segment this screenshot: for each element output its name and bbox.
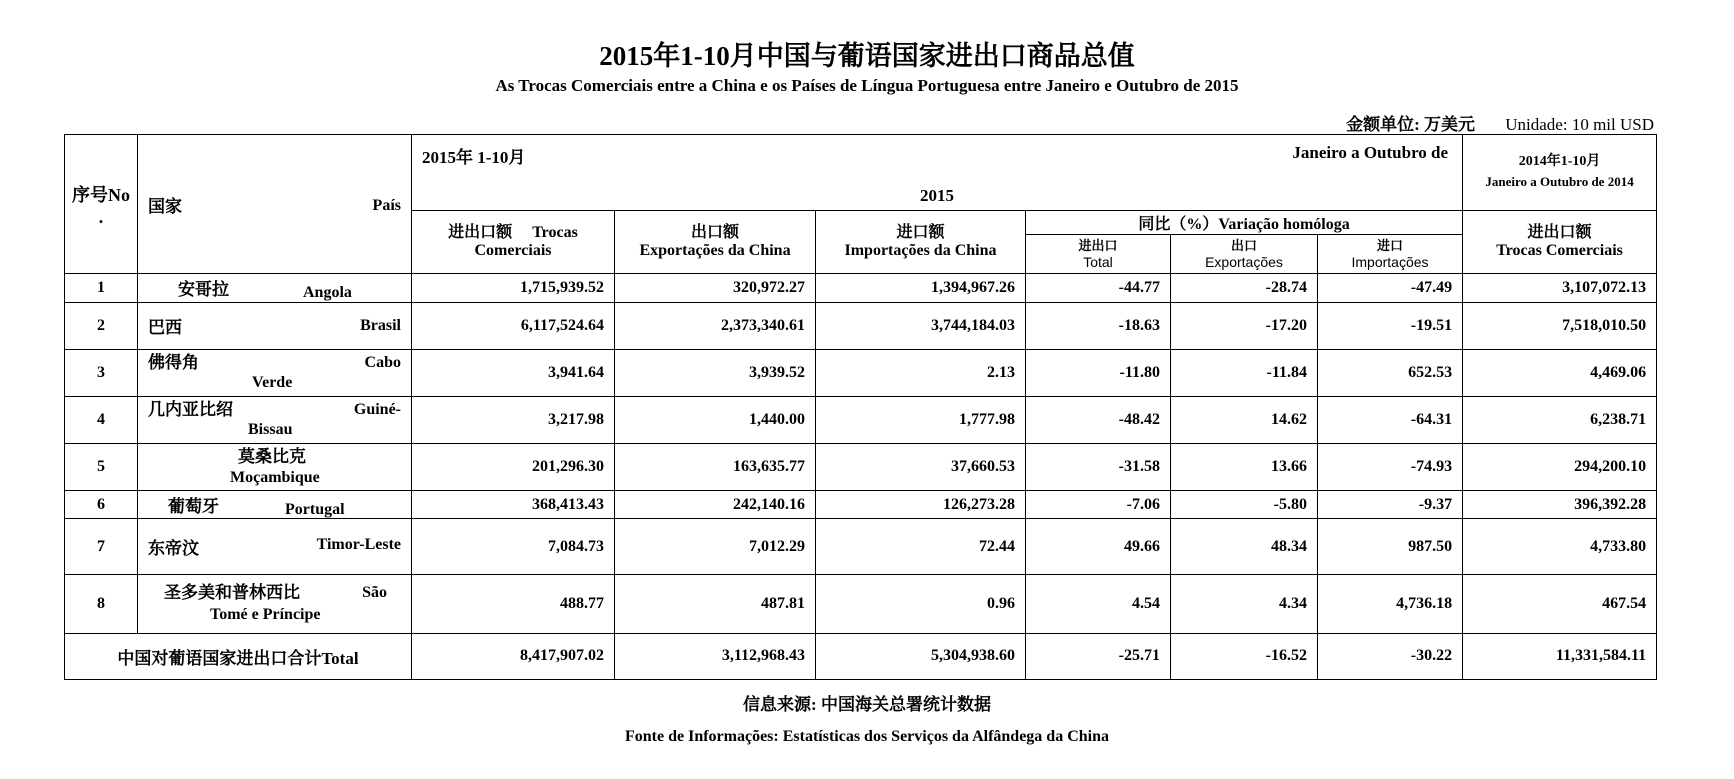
yoy-export-value: -28.74: [1171, 274, 1318, 303]
country-cell: 东帝汶 Timor-Leste: [138, 519, 412, 574]
trade-value: 6,117,524.64: [412, 302, 615, 349]
yoy-import-value: 987.50: [1318, 519, 1463, 574]
import-value: 37,660.53: [816, 443, 1026, 490]
table-row: [65, 519, 1657, 574]
trade-2014-value: 7,518,010.50: [1463, 302, 1657, 349]
header-country: 国家 País: [138, 135, 412, 274]
header-yoy-import: 进口 Importações: [1318, 235, 1463, 274]
header-trade: 进出口额 Trocas Comerciais: [412, 210, 615, 273]
total-label: 中国对葡语国家进出口合计Total: [65, 633, 412, 679]
table-row: [65, 349, 1657, 396]
unit-pt: Unidade: 10 mil USD: [1505, 115, 1654, 134]
yoy-total-value: 49.66: [1026, 519, 1171, 574]
trade-2014-value: 294,200.10: [1463, 443, 1657, 490]
row-number: 5: [65, 443, 138, 490]
trade-value: 3,217.98: [412, 396, 615, 443]
header-yoy-export: 出口 Exportações: [1171, 235, 1318, 274]
yoy-total-value: -44.77: [1026, 274, 1171, 303]
export-value: 487.81: [615, 574, 816, 633]
row-number: 6: [65, 490, 138, 519]
header-export: 出口额 Exportações da China: [615, 210, 816, 273]
yoy-export-value: 48.34: [1171, 519, 1318, 574]
header-period-2015: 2015年 1-10月 Janeiro a Outubro de 2015: [412, 135, 1463, 211]
total-export-value: 3,112,968.43: [615, 633, 816, 679]
yoy-import-value: 4,736.18: [1318, 574, 1463, 633]
unit-cn: 金额单位: 万美元: [1346, 115, 1475, 134]
trade-value: 368,413.43: [412, 490, 615, 519]
trade-2014-value: 467.54: [1463, 574, 1657, 633]
table-row: [65, 396, 1657, 443]
country-cell: 圣多美和普林西比 São Tomé e Príncipe: [138, 574, 412, 633]
yoy-total-value: -18.63: [1026, 302, 1171, 349]
country-cell: 葡萄牙 Portugal: [138, 490, 412, 519]
yoy-export-value: 13.66: [1171, 443, 1318, 490]
page-title: 2015年1-10月中国与葡语国家进出口商品总值: [599, 41, 1135, 71]
trade-2014-value: 4,469.06: [1463, 349, 1657, 396]
header-yoy-total: 进出口 Total: [1026, 235, 1171, 274]
total-import-value: 5,304,938.60: [816, 633, 1026, 679]
yoy-total-value: -31.58: [1026, 443, 1171, 490]
yoy-export-value: 4.34: [1171, 574, 1318, 633]
total-yoy-total-value: -25.71: [1026, 633, 1171, 679]
import-value: 126,273.28: [816, 490, 1026, 519]
export-value: 163,635.77: [615, 443, 816, 490]
total-yoy-import-value: -30.22: [1318, 633, 1463, 679]
trade-value: 1,715,939.52: [412, 274, 615, 303]
import-value: 1,777.98: [816, 396, 1026, 443]
country-cell: 莫桑比克 Moçambique: [138, 443, 412, 490]
total-yoy-export-value: -16.52: [1171, 633, 1318, 679]
yoy-import-value: -47.49: [1318, 274, 1463, 303]
trade-value: 7,084.73: [412, 519, 615, 574]
country-cell: 几内亚比绍 Guiné- Bissau: [138, 396, 412, 443]
country-cell: 安哥拉 Angola: [138, 274, 412, 303]
header-trade-2014: 进出口额 Trocas Comerciais: [1463, 210, 1657, 273]
header-no: 序号No .: [65, 135, 138, 274]
header-import: 进口额 Importações da China: [816, 210, 1026, 273]
export-value: 320,972.27: [615, 274, 816, 303]
total-row: [65, 633, 1657, 679]
import-value: 3,744,184.03: [816, 302, 1026, 349]
import-value: 0.96: [816, 574, 1026, 633]
trade-value: 201,296.30: [412, 443, 615, 490]
row-number: 1: [65, 274, 138, 303]
yoy-total-value: -7.06: [1026, 490, 1171, 519]
row-number: 2: [65, 302, 138, 349]
trade-2014-value: 6,238.71: [1463, 396, 1657, 443]
yoy-total-value: -11.80: [1026, 349, 1171, 396]
row-number: 4: [65, 396, 138, 443]
row-number: 3: [65, 349, 138, 396]
yoy-export-value: -11.84: [1171, 349, 1318, 396]
import-value: 2.13: [816, 349, 1026, 396]
unit-label: [1346, 110, 1654, 135]
source-pt: Fonte de Informações: Estatísticas dos Serviços da Alfândega da China: [624, 728, 1109, 745]
trade-value: 3,941.64: [412, 349, 615, 396]
yoy-total-value: 4.54: [1026, 574, 1171, 633]
yoy-import-value: -19.51: [1318, 302, 1463, 349]
row-number: 8: [65, 574, 138, 633]
import-value: 72.44: [816, 519, 1026, 574]
table-row: [65, 302, 1657, 349]
total-trade-value: 8,417,907.02: [412, 633, 615, 679]
yoy-export-value: -5.80: [1171, 490, 1318, 519]
header-period-2014: 2014年1-10月 Janeiro a Outubro de 2014: [1463, 135, 1657, 211]
trade-table: [64, 134, 1657, 680]
table-row: [65, 274, 1657, 303]
table-row: [65, 574, 1657, 633]
trade-2014-value: 4,733.80: [1463, 519, 1657, 574]
yoy-export-value: -17.20: [1171, 302, 1318, 349]
import-value: 1,394,967.26: [816, 274, 1026, 303]
yoy-import-value: -64.31: [1318, 396, 1463, 443]
table-row: [65, 490, 1657, 519]
country-cell: 佛得角 Cabo Verde: [138, 349, 412, 396]
country-cell: 巴西 Brasil: [138, 302, 412, 349]
export-value: 3,939.52: [615, 349, 816, 396]
yoy-total-value: -48.42: [1026, 396, 1171, 443]
yoy-import-value: -74.93: [1318, 443, 1463, 490]
header-yoy: 同比（%）Variação homóloga: [1026, 210, 1463, 235]
yoy-import-value: 652.53: [1318, 349, 1463, 396]
export-value: 242,140.16: [615, 490, 816, 519]
page-subtitle: As Trocas Comerciais entre a China e os Países de Língua Portuguesa entre Janeiro e Outubro de 2015: [495, 76, 1239, 95]
row-number: 7: [65, 519, 138, 574]
export-value: 2,373,340.61: [615, 302, 816, 349]
source-cn: 信息来源: 中国海关总署统计数据: [743, 695, 991, 714]
total-trade-2014-value: 11,331,584.11: [1463, 633, 1657, 679]
trade-2014-value: 396,392.28: [1463, 490, 1657, 519]
trade-value: 488.77: [412, 574, 615, 633]
yoy-import-value: -9.37: [1318, 490, 1463, 519]
yoy-export-value: 14.62: [1171, 396, 1318, 443]
export-value: 1,440.00: [615, 396, 816, 443]
export-value: 7,012.29: [615, 519, 816, 574]
trade-2014-value: 3,107,072.13: [1463, 274, 1657, 303]
table-row: [65, 443, 1657, 490]
